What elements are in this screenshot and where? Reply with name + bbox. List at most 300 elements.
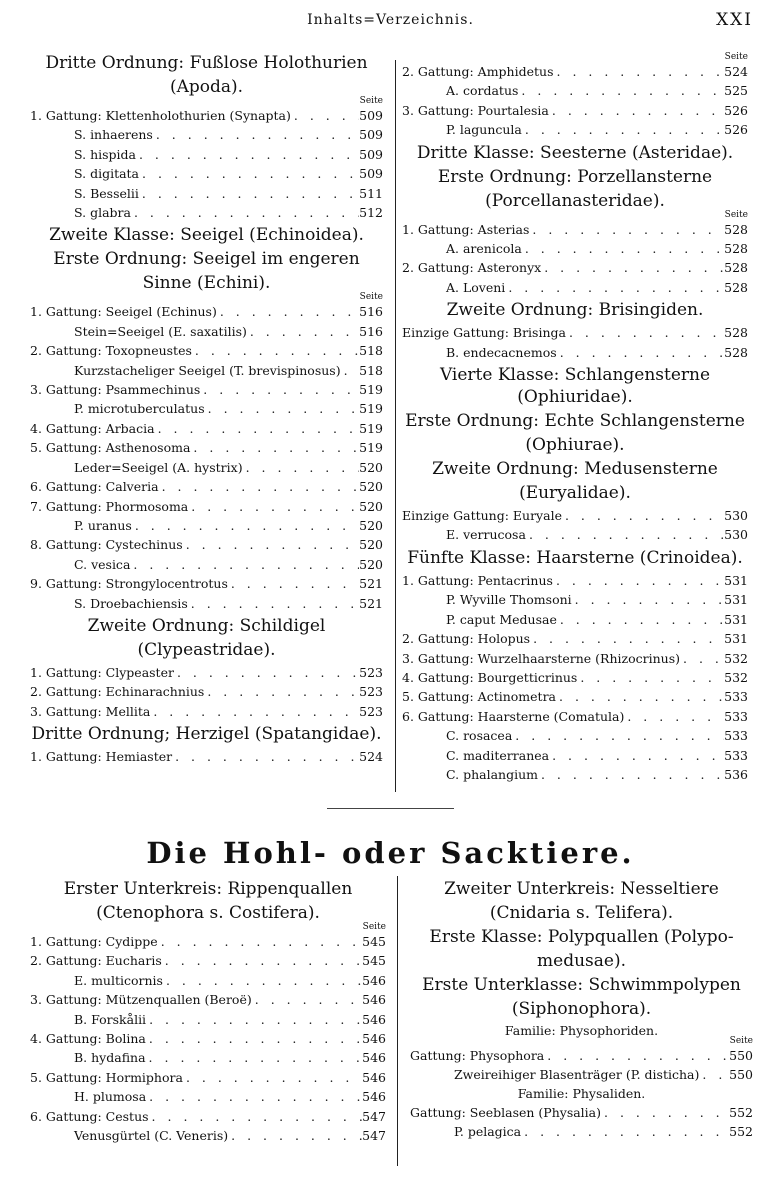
dot-leader [522,239,724,258]
entry-text: S. glabra [74,205,131,221]
entry-text: S. Droebachiensis [74,595,188,611]
toc-entry [30,361,383,380]
seite-label: Seite [359,96,383,106]
entry-text: P. caput Medusae [446,611,557,627]
toc-entry [30,164,383,183]
entry-page: 532 [724,650,748,666]
entry-page: 518 [359,343,383,359]
entry-text: 2. Gattung: Eucharis [30,953,162,969]
section-heading: Erster Unterkreis: Rippenquallen [63,879,353,899]
entry-text: 1. Gattung: Pentacrinus [402,572,553,588]
entry-page: 546 [362,972,386,988]
entry-text: 2. Gattung: Toxopneustes [30,343,192,359]
entry-text: Einzige Gattung: Euryale [402,508,562,524]
dot-leader [174,663,359,682]
entry-text: Venusgürtel (C. Veneris) [74,1128,229,1144]
entry-page: 509 [359,108,383,123]
entry-page: 552 [729,1104,753,1120]
toc-entry [30,184,383,203]
dot-leader [162,951,362,970]
entry-text: 3. Gattung: Pourtalesia [402,102,549,118]
seite-label: Seite [359,292,383,303]
toc-entry [402,687,748,706]
toc-entry [30,682,383,701]
entry-page: 509 [359,166,383,182]
entry-page: 520 [359,556,383,572]
entry-page: 531 [724,611,748,627]
toc-entry [402,62,748,81]
entry-page: 546 [362,1050,386,1066]
section-heading: Erste Ordnung: Seeigel im engeren [53,249,360,270]
entry-text: 3. Gattung: Mützenquallen (Beroë) [30,992,252,1008]
entry-page: 516 [359,323,383,339]
seite-label: Seite [362,922,386,932]
section-heading: Zweite Ordnung: Brisingiden. [446,300,704,321]
dot-leader [341,361,360,380]
toc-entry [30,399,383,418]
entry-page: 523 [359,703,383,719]
section-heading: (Porcellanasteridae). [485,190,665,211]
running-title: Inhalts=Verzeichnis. [307,12,474,28]
toc-entry [402,746,748,765]
entry-text: P. pelagica [454,1124,522,1140]
entry-page: 519 [359,382,383,398]
dot-leader [680,649,724,668]
dot-leader [530,629,724,648]
entry-page: 533 [724,689,748,705]
dot-leader [149,1107,363,1126]
toc-entry [30,594,383,613]
page-number: XXI [716,10,753,30]
toc-entry [410,1122,753,1141]
dot-leader [252,990,362,1009]
entry-page: 528 [724,344,748,360]
dot-leader [538,765,724,784]
entry-page: 546 [362,1069,386,1085]
entry-page: 520 [359,537,383,553]
section-heading: Sinne (Echini). [142,273,271,294]
entry-page: 531 [724,592,748,608]
dot-leader [699,1065,729,1084]
entry-text: A. Loveni [446,279,506,295]
toc-entry [30,341,383,360]
entry-text: 9. Gattung: Strongylocentrotus [30,576,228,592]
toc-entry [30,302,383,321]
seite-label: Seite [724,52,748,62]
entry-page: 523 [359,664,383,680]
toc-entry [402,81,748,100]
entry-text: A. arenicola [446,241,522,257]
toc-entry [402,649,748,668]
dot-leader [139,184,359,203]
entry-text: P. laguncula [446,122,522,138]
entry-text: P. Wyville Thomsoni [446,592,572,608]
dot-leader [153,125,359,144]
toc-entry [402,590,748,609]
section-heading: Dritte Ordnung; Herzigel (Spatangidae). [31,724,382,745]
entry-text: 1. Gattung: Seeigel (Echinus) [30,304,217,320]
toc-entry [30,535,383,554]
entry-page: 547 [362,1108,386,1124]
dot-leader [556,687,724,706]
entry-text: P. uranus [74,517,132,533]
dot-leader [205,399,360,418]
entry-page: 520 [359,498,383,514]
entry-text: 6. Gattung: Cestus [30,1108,149,1124]
entry-page: 509 [359,127,383,143]
toc-entry [30,555,383,574]
entry-text: 1. Gattung: Hemiaster [30,749,173,765]
toc-entry [30,380,383,399]
entry-text: 3. Gattung: Mellita [30,703,151,719]
toc-entry [30,1087,386,1106]
dot-leader [554,62,725,81]
entry-text: C. rosacea [446,728,513,744]
entry-page: 518 [359,362,383,378]
entry-page: 536 [724,766,748,782]
entry-text: 5. Gattung: Actinometra [402,689,556,705]
entry-text: 1. Gattung: Asterias [402,221,530,237]
entry-page: 546 [362,992,386,1008]
entry-page: 528 [724,260,748,276]
entry-text: 3. Gattung: Psammechinus [30,382,201,398]
entry-page: 546 [362,1089,386,1105]
toc-entry [402,707,748,726]
entry-text: Leder=Seeigel (A. hystrix) [74,459,243,475]
dot-leader [529,220,724,239]
toc-entry [30,203,383,222]
dot-leader [146,1048,363,1067]
entry-page: 525 [724,83,748,99]
entry-text: 1. Gattung: Clypeaster [30,664,174,680]
entry-text: 3. Gattung: Wurzelhaarsterne (Rhizocrinus) [402,650,680,666]
entry-page: 524 [359,749,383,765]
entry-page: 550 [729,1067,753,1083]
entry-page: 520 [359,517,383,533]
entry-text: 4. Gattung: Arbacia [30,420,155,436]
section-heading: (Ophiurae). [525,435,625,456]
toc-entry [402,220,748,239]
entry-text: P. microtuberculatus [74,401,205,417]
dot-leader [624,707,724,726]
toc-entry [410,1103,753,1122]
entry-text: 6. Gattung: Haarsterne (Comatula) [402,708,625,724]
entry-text: Gattung: Physophora [410,1048,545,1063]
section-heading: Dritte Klasse: Seesterne (Asteridae). [416,142,734,163]
section-heading: Erste Unterklasse: Schwimmpolypen [422,975,741,995]
entry-page: 516 [359,304,383,320]
section-heading: Erste Ordnung: Porzellansterne [437,166,713,187]
dot-leader [572,590,724,609]
dot-leader [601,1103,729,1122]
entry-text: S. inhaerens [74,127,153,143]
entry-page: 512 [359,205,383,221]
dot-leader [130,555,359,574]
section-heading: Vierte Klasse: Schlangensterne (Ophiuridae). [439,365,711,408]
entry-page: 521 [359,576,383,592]
seite-label: Seite [724,209,748,220]
entry-text: 1. Gattung: Klettenholothurien (Synapta) [30,108,291,123]
entry-page: 546 [362,1011,386,1027]
section-heading: (Euryalidae). [519,483,631,504]
dot-leader [159,477,360,496]
dot-leader [136,145,359,164]
entry-page: 531 [724,572,748,588]
toc-column-bottom-left [30,876,386,1145]
toc-entry [30,702,383,721]
entry-page: 547 [362,1128,386,1144]
section-heading: Erste Klasse: Polypquallen (Polypo- [429,927,734,947]
entry-page: 533 [724,747,748,763]
family-heading: Familie: Physaliden. [517,1085,646,1101]
toc-entry [30,951,386,970]
toc-column-top-left [30,50,383,767]
dot-leader [146,1087,362,1106]
entry-page: 523 [359,684,383,700]
section-separator [327,808,454,809]
entry-page: 532 [724,669,748,685]
page-header [0,8,781,38]
entry-page: 528 [724,241,748,257]
section-heading: Zweiter Unterkreis: Nesseltiere [444,879,719,899]
dot-leader [557,343,724,362]
toc-entry [402,101,748,120]
entry-text: 6. Gattung: Calveria [30,479,159,495]
dot-leader [200,380,359,399]
toc-column-top-right [402,52,748,784]
toc-entry [402,120,748,139]
dot-leader [518,81,724,100]
entry-text: 2. Gattung: Holopus [402,631,531,647]
toc-entry [30,419,383,438]
section-heading: Zweite Ordnung: Schildigel [87,615,326,636]
entry-text: B. hydafina [74,1050,146,1066]
entry-page: 528 [724,279,748,295]
toc-entry [410,1046,753,1065]
entry-page: 530 [724,508,748,524]
entry-text: 2. Gattung: Asteronyx [402,260,542,276]
section-heading: Erste Ordnung: Echte Schlangensterne [405,411,745,432]
toc-entry [30,438,383,457]
dot-leader [155,419,360,438]
dot-leader [541,258,724,277]
entry-page: 530 [724,527,748,543]
entry-page: 526 [724,122,748,138]
entry-text: B. endecacnemos [446,344,557,360]
entry-page: 521 [359,595,383,611]
dot-leader [505,278,724,297]
entry-text: E. verrucosa [446,527,526,543]
section-heading: (Siphonophora). [511,999,652,1019]
dot-leader [131,203,359,222]
entry-page: 519 [359,420,383,436]
toc-entry [30,574,383,593]
toc-entry [402,726,748,745]
toc-entry [402,239,748,258]
toc-entry [402,323,748,342]
entry-text: Einzige Gattung: Brisinga [402,325,566,341]
entry-text: S. hispida [74,146,136,162]
dot-leader [183,1068,362,1087]
dot-leader [172,747,359,766]
dot-leader [150,702,359,721]
entry-text: 2. Gattung: Echinarachnius [30,684,205,700]
entry-text: 4. Gattung: Bourgetticrinus [402,669,578,685]
toc-entry [30,106,383,125]
dot-leader [158,932,362,951]
entry-text: 5. Gattung: Hormiphora [30,1069,183,1085]
toc-entry [30,1029,386,1048]
entry-page: 524 [724,64,748,79]
section-heading: medusae). [537,951,626,971]
dot-leader [163,971,362,990]
entry-page: 520 [359,479,383,495]
entry-text: C. phalangium [446,766,538,782]
entry-text: 8. Gattung: Cystechinus [30,537,183,553]
entry-text: Stein=Seeigel (E. saxatilis) [74,323,247,339]
toc-entry [30,458,383,477]
entry-text: 1. Gattung: Cydippe [30,934,158,949]
toc-entry [30,932,386,951]
entry-text: Zweireihiger Blasenträger (P. disticha) [454,1067,700,1083]
dot-leader [139,164,359,183]
entry-page: 526 [724,102,748,118]
entry-text: Gattung: Seeblasen (Physalia) [410,1104,602,1120]
entry-page: 511 [359,185,383,201]
toc-entry [402,525,748,544]
toc-entry [402,506,748,525]
toc-entry [402,343,748,362]
dot-leader [577,668,724,687]
toc-entry [30,125,383,144]
toc-entry [402,610,748,629]
dot-leader [204,682,359,701]
dot-leader [562,506,724,525]
entry-page: 533 [724,728,748,744]
toc-entry [402,278,748,297]
dot-leader [188,497,359,516]
dot-leader [549,746,724,765]
dot-leader [146,1010,362,1029]
entry-page: 531 [724,631,748,647]
entry-text: C. vesica [74,556,131,572]
dot-leader [526,525,724,544]
dot-leader [183,535,359,554]
section-heading: Dritte Ordnung: Fußlose Holothurien [45,53,368,73]
section-heading: Zweite Ordnung: Medusensterne [432,459,718,480]
dot-leader [544,1046,729,1065]
entry-page: 545 [362,953,386,969]
entry-text: H. plumosa [74,1089,147,1105]
toc-entry [30,145,383,164]
dot-leader [190,438,359,457]
entry-text: Kurzstacheliger Seeigel (T. brevispinosus) [74,362,341,378]
dot-leader [521,1122,729,1141]
toc-column-bottom-right [410,876,753,1142]
dot-leader [566,323,724,342]
toc-entry [30,497,383,516]
entry-text: 5. Gattung: Asthenosoma [30,440,191,456]
dot-leader [247,322,359,341]
dot-leader [228,574,359,593]
toc-entry [30,1048,386,1067]
toc-entry [30,1126,386,1145]
entry-text: 2. Gattung: Amphidetus [402,64,554,79]
toc-entry [30,477,383,496]
entry-text: C. maditerranea [446,747,550,763]
entry-text: S. digitata [74,166,140,182]
entry-page: 552 [729,1124,753,1140]
entry-text: S. Besselii [74,185,139,201]
toc-entry [402,668,748,687]
toc-entry [30,1107,386,1126]
dot-leader [553,571,724,590]
column-divider-top [395,60,396,792]
dot-leader [132,516,359,535]
entry-page: 509 [359,146,383,162]
dot-leader [512,726,724,745]
toc-entry [402,629,748,648]
dot-leader [146,1029,362,1048]
column-divider-bottom [397,876,398,1166]
toc-entry [30,1068,386,1087]
toc-entry [402,258,748,277]
section-title: Die Hohl- oder Sacktiere. [146,836,635,870]
entry-page: 546 [362,1031,386,1047]
toc-entry [410,1065,753,1084]
entry-page: 519 [359,401,383,417]
section-heading: (Cnidaria s. Telifera). [489,903,674,923]
dot-leader [243,458,360,477]
section-heading: Zweite Klasse: Seeigel (Echinoidea). [49,225,364,246]
entry-page: 519 [359,440,383,456]
family-heading: Familie: Physophoriden. [504,1023,659,1038]
entry-text: 4. Gattung: Bolina [30,1031,146,1047]
entry-page: 520 [359,459,383,475]
toc-entry [30,990,386,1009]
dot-leader [217,302,359,321]
section-heading: (Clypeastridae). [137,639,276,660]
entry-page: 545 [362,934,386,949]
dot-leader [557,610,724,629]
toc-entry [30,747,383,766]
entry-text: E. multicornis [74,972,163,988]
entry-page: 533 [724,708,748,724]
dot-leader [228,1126,362,1145]
entry-page: 528 [724,221,748,237]
dot-leader [188,594,359,613]
section-heading: (Ctenophora s. Costifera). [96,903,320,923]
entry-text: A. cordatus [446,83,519,99]
seite-label: Seite [729,1036,753,1046]
entry-page: 550 [729,1048,753,1063]
toc-entry [402,571,748,590]
entry-page: 528 [724,325,748,341]
entry-text: B. Forskålii [74,1011,147,1027]
section-heading: (Apoda). [169,77,244,97]
dot-leader [291,106,359,125]
dot-leader [522,120,724,139]
entry-text: 7. Gattung: Phormosoma [30,498,189,514]
toc-entry [30,516,383,535]
section-heading: Fünfte Klasse: Haarsterne (Crinoidea). [407,547,743,568]
toc-entry [30,322,383,341]
toc-entry [402,765,748,784]
dot-leader [549,101,724,120]
dot-leader [192,341,359,360]
toc-entry [30,1010,386,1029]
toc-entry [30,663,383,682]
